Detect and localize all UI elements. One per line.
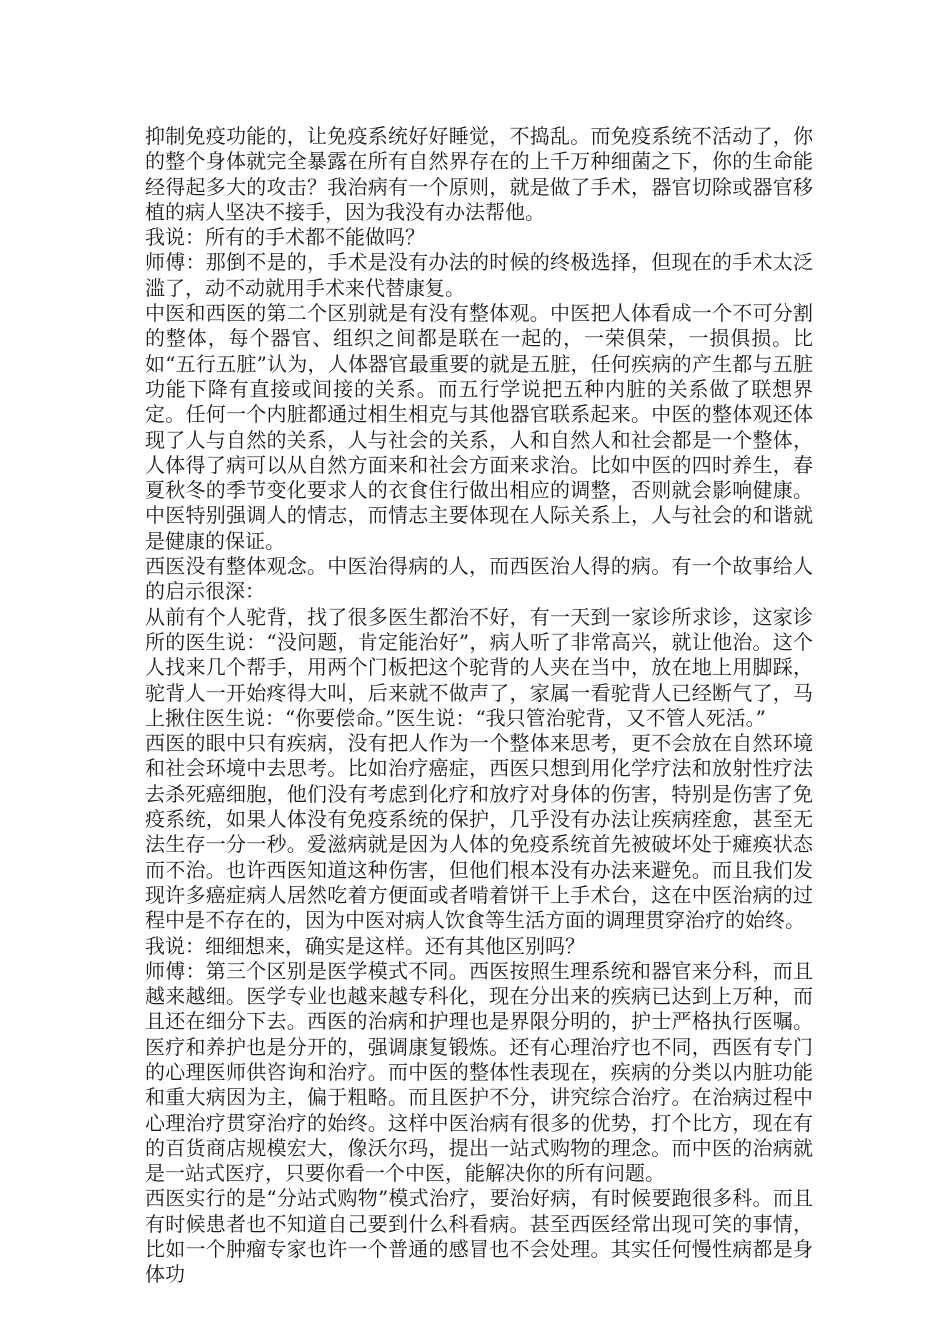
paragraph-master-surgery: 师傅：那倒不是的，手术是没有办法的时候的终极选择，但现在的手术太泛滥了，动不动就用手术来代替康复。 bbox=[145, 250, 813, 300]
paragraph-medical-model: 师傅：第三个区别是医学模式不同。西医按照生理系统和器官来分科，而且越来越细。医学专业也越来越专科化，现在分出来的疾病已达到上万种，而且还在细分下去。西医的治病和护理也是界限分明的，护士严格执行医嘱。医疗和养护也是分开的，强调康复锻炼。还有心理治疗也不同，西医有专门的心理医师供咨询和治疗。而中医的整体性表现在，疾病的分类以内脏功能和重大病因为主，偏于粗略。而且医护不分，讲究综合治疗。在治病过程中心理治疗贯穿治疗的始终。这样中医治病有很多的优势，打个比方，现在有的百货商店规模宏大，像沃尔玛，提出一站式购物的理念。而中医的治病就是一站式医疗，只要你看一个中医，能解决你的所有问题。 bbox=[145, 958, 813, 1186]
paragraph-hunchback-story: 从前有个人驼背，找了很多医生都治不好，有一天到一家诊所求诊，这家诊所的医生说：“没问题，肯定能治好”，病人听了非常高兴，就让他治。这个人找来几个帮手，用两个门板把这个驼背的人夹在当中，放在地上用脚踩，驼背人一开始疼得大叫，后来就不做声了，家属一看驼背人已经断气了，马上揪住医生说：“你要偿命。”医生说：“我只管治驼背，又不管人死活。” bbox=[145, 604, 813, 730]
paragraph-western-no-holistic: 西医没有整体观念。中医治得病的人，而西医治人得的病。有一个故事给人的启示很深： bbox=[145, 554, 813, 604]
paragraph-question-other-differences: 我说：细细想来，确实是这样。还有其他区别吗？ bbox=[145, 933, 585, 958]
paragraph-holistic-view: 中医和西医的第二个区别就是有没有整体观。中医把人体看成一个不可分割的整体，每个器官、组织之间都是联在一起的，一荣俱荣，一损俱损。比如“五行五脏”认为，人体器官最重要的就是五脏，任何疾病的产生都与五脏功能下降有直接或间接的关系。而五行学说把五种内脏的关系做了联想界定。任何一个内脏都通过相生相克与其他器官联系起来。中医的整体观还体现了人与自然的关系，人与社会的关系，人和自然人和社会都是一个整体，人体得了病可以从自然方面来和社会方面来求治。比如中医的四时养生，春夏秋冬的季节变化要求人的衣食住行做出相应的调整，否则就会影响健康。中医特别强调人的情志，而情志主要体现在人际关系上，人与社会的和谐就是健康的保证。 bbox=[145, 301, 813, 553]
paragraph-immune-surgery: 抑制免疫功能的，让免疫系统好好睡觉，不捣乱。而免疫系统不活动了，你的整个身体就完全暴露在所有自然界存在的上千万种细菌之下，你的生命能经得起多大的攻击？我治病有一个原则，就是做了手术，器官切除或器官移植的病人坚决不接手，因为我没有办法帮他。 bbox=[145, 124, 813, 224]
paragraph-question-surgery: 我说：所有的手术都不能做吗？ bbox=[145, 225, 425, 250]
paragraph-station-shopping: 西医实行的是“分站式购物”模式治疗，要治好病，有时候要跑很多科。而且有时候患者也不知道自己要到什么科看病。甚至西医经常出现可笑的事情，比如一个肿瘤专家也许一个普通的感冒也不会处理。其实任何慢性病都是身体功 bbox=[145, 1186, 813, 1287]
document-page bbox=[145, 124, 813, 1288]
paragraph-western-disease-focus: 西医的眼中只有疾病，没有把人作为一个整体来思考，更不会放在自然环境和社会环境中去思考。比如治疗癌症，西医只想到用化学疗法和放射性疗法去杀死癌细胞，他们没有考虑到化疗和放疗对身体的伤害，特别是伤害了免疫系统，如果人体没有免疫系统的保护，几乎没有办法让疾病痊愈，甚至无法生存一分一秒。爱滋病就是因为人体的免疫系统首先被破坏处于瘫痪状态而不治。也许西医知道这种伤害，但他们根本没有办法来避免。而且我们发现许多癌症病人居然吃着方便面或者啃着饼干上手术台，这在中医治病的过程中是不存在的，因为中医对病人饮食等生活方面的调理贯穿治疗的始终。 bbox=[145, 731, 813, 933]
